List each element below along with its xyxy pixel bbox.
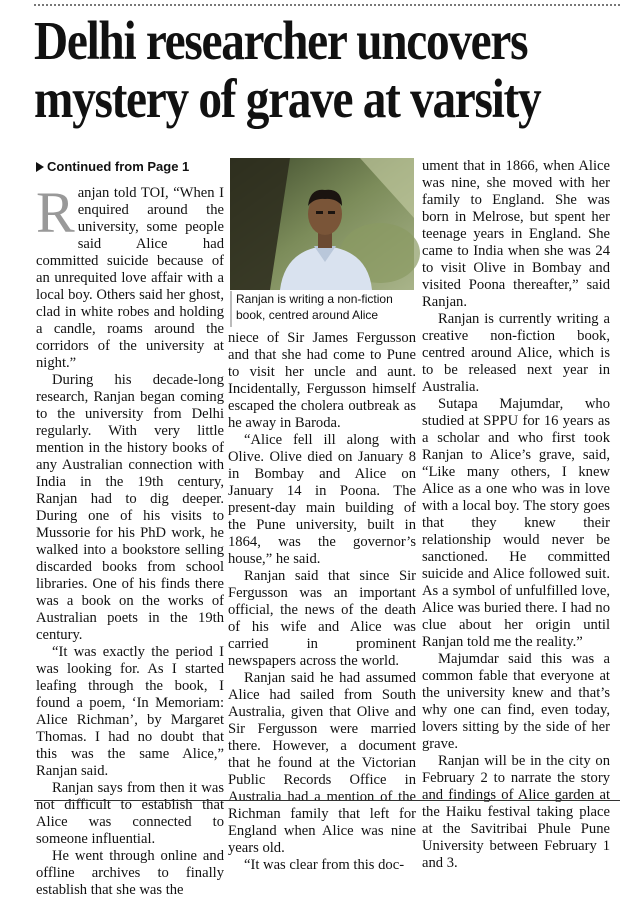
bottom-rule bbox=[34, 800, 620, 801]
headline-line-2: mystery of grave at varsity bbox=[34, 68, 541, 129]
continued-label: Continued from Page 1 bbox=[47, 159, 190, 174]
paragraph: During his decade-long research, Ranjan began coming to the university from Delhi regularly. With very little mention in the history books of any Australian connection with India in the 19th century, Ranjan had to dig deeper. During one of his visits to Mussorie for his PhD work, he walked into a bookstore selling discarded books from school libraries. One of his finds there was a book on the works of Australian poets in the 19th century. bbox=[36, 372, 224, 643]
paragraph: Sutapa Majumdar, who studied at SPPU for 16 years as a scholar and who first took Ranjan to Alice’s grave, said, “Like many others, I knew Alice as a one who was in love with a local boy. The story goes that they knew their relationship would never be sanctioned. He committed suicide and Alice followed suit. As a symbol of unfulfilled love, Alice was buried there. I had no clue about her origin until Ranjan told me the reality.” bbox=[422, 396, 610, 650]
paragraph: Ranjan is currently writing a creative non-fiction book, centred around Alice, which is to be released next year in Australia. bbox=[422, 311, 610, 395]
paragraph: “It was exactly the period I was looking for. As I started leafing through the book, I found a poem, ‘In Memoriam: Alice Richman’, by Margaret Thomas. I had no doubt that this was the same Alice,” Ranjan said. bbox=[36, 644, 224, 779]
drop-cap: R bbox=[36, 180, 75, 245]
paragraph: “Alice fell ill along with Olive. Olive died on January 8 in Bombay and Alice on January 14 in Poona. The present-day main building of the Pune university, built in 1864, was the governor’s house,” he said. bbox=[228, 432, 416, 567]
play-arrow-icon bbox=[36, 162, 44, 172]
article-column-1 bbox=[36, 158, 224, 899]
headline-line-1: Delhi researcher uncovers bbox=[34, 10, 528, 71]
top-dotted-rule bbox=[34, 4, 620, 6]
paragraph: Ranjan said that since Sir Fergusson was an important official, the news of the death of his wife and Alice was carried in prominent newspapers across the world. bbox=[228, 568, 416, 669]
paragraph: ument that in 1866, when Alice was nine, she moved with her family to England. She was born in Melrose, but spent her teenage years in England. She came to India when she was 24 to visit Olive in Bombay and visited Poona thereafter,” said Ranjan. bbox=[422, 158, 610, 310]
paragraph: Ranjan says from then it was not difficult to establish that Alice was connected to someone influential. bbox=[36, 780, 224, 847]
paragraph: Majumdar said this was a common fable that everyone at the university knew and that’s why one can find, even today, lovers sitting by the side of her grave. bbox=[422, 651, 610, 752]
paragraph: He went through online and offline archives to finally establish that she was the bbox=[36, 848, 224, 898]
paragraph: “It was clear from this doc- bbox=[244, 857, 405, 873]
paragraph: Ranjan said he had assumed Alice had sailed from South Australia, given that Olive and Sir Fergusson were married there. However, a document that he found at the Victorian Public Records Office in Australia had a mention of the Richman family that left for England when Alice was nine years old. bbox=[228, 670, 416, 856]
ranjan-photo bbox=[230, 158, 414, 290]
paragraph: Ranjan will be in the city on February 2 to narrate the story and findings of Alice garden at the Haiku festival taking place at the Savitribai Phule Pune University between February 1 and 3. bbox=[422, 753, 610, 871]
article-column-2 bbox=[228, 330, 416, 874]
article-column-3 bbox=[422, 158, 610, 872]
continued-from-link[interactable] bbox=[36, 158, 224, 175]
paragraph: niece of Sir James Fergusson and that she had come to Pune to visit her uncle and aunt. Incidentally, Fergusson himself escaped the cholera outbreak as he away in Baroda. bbox=[228, 330, 416, 431]
paragraph: Ranjan told TOI, “When I enquired around the university, some people said Alice had committed suicide because of an unrequited love affair with a local boy. Others said her ghost, clad in white robes and holding a candle, roams around the corridors of the university at night.” bbox=[36, 180, 224, 371]
photo-caption: Ranjan is writing a non-fiction book, centred around Alice bbox=[230, 291, 414, 327]
headline bbox=[34, 10, 541, 129]
portrait-illustration bbox=[230, 158, 414, 290]
